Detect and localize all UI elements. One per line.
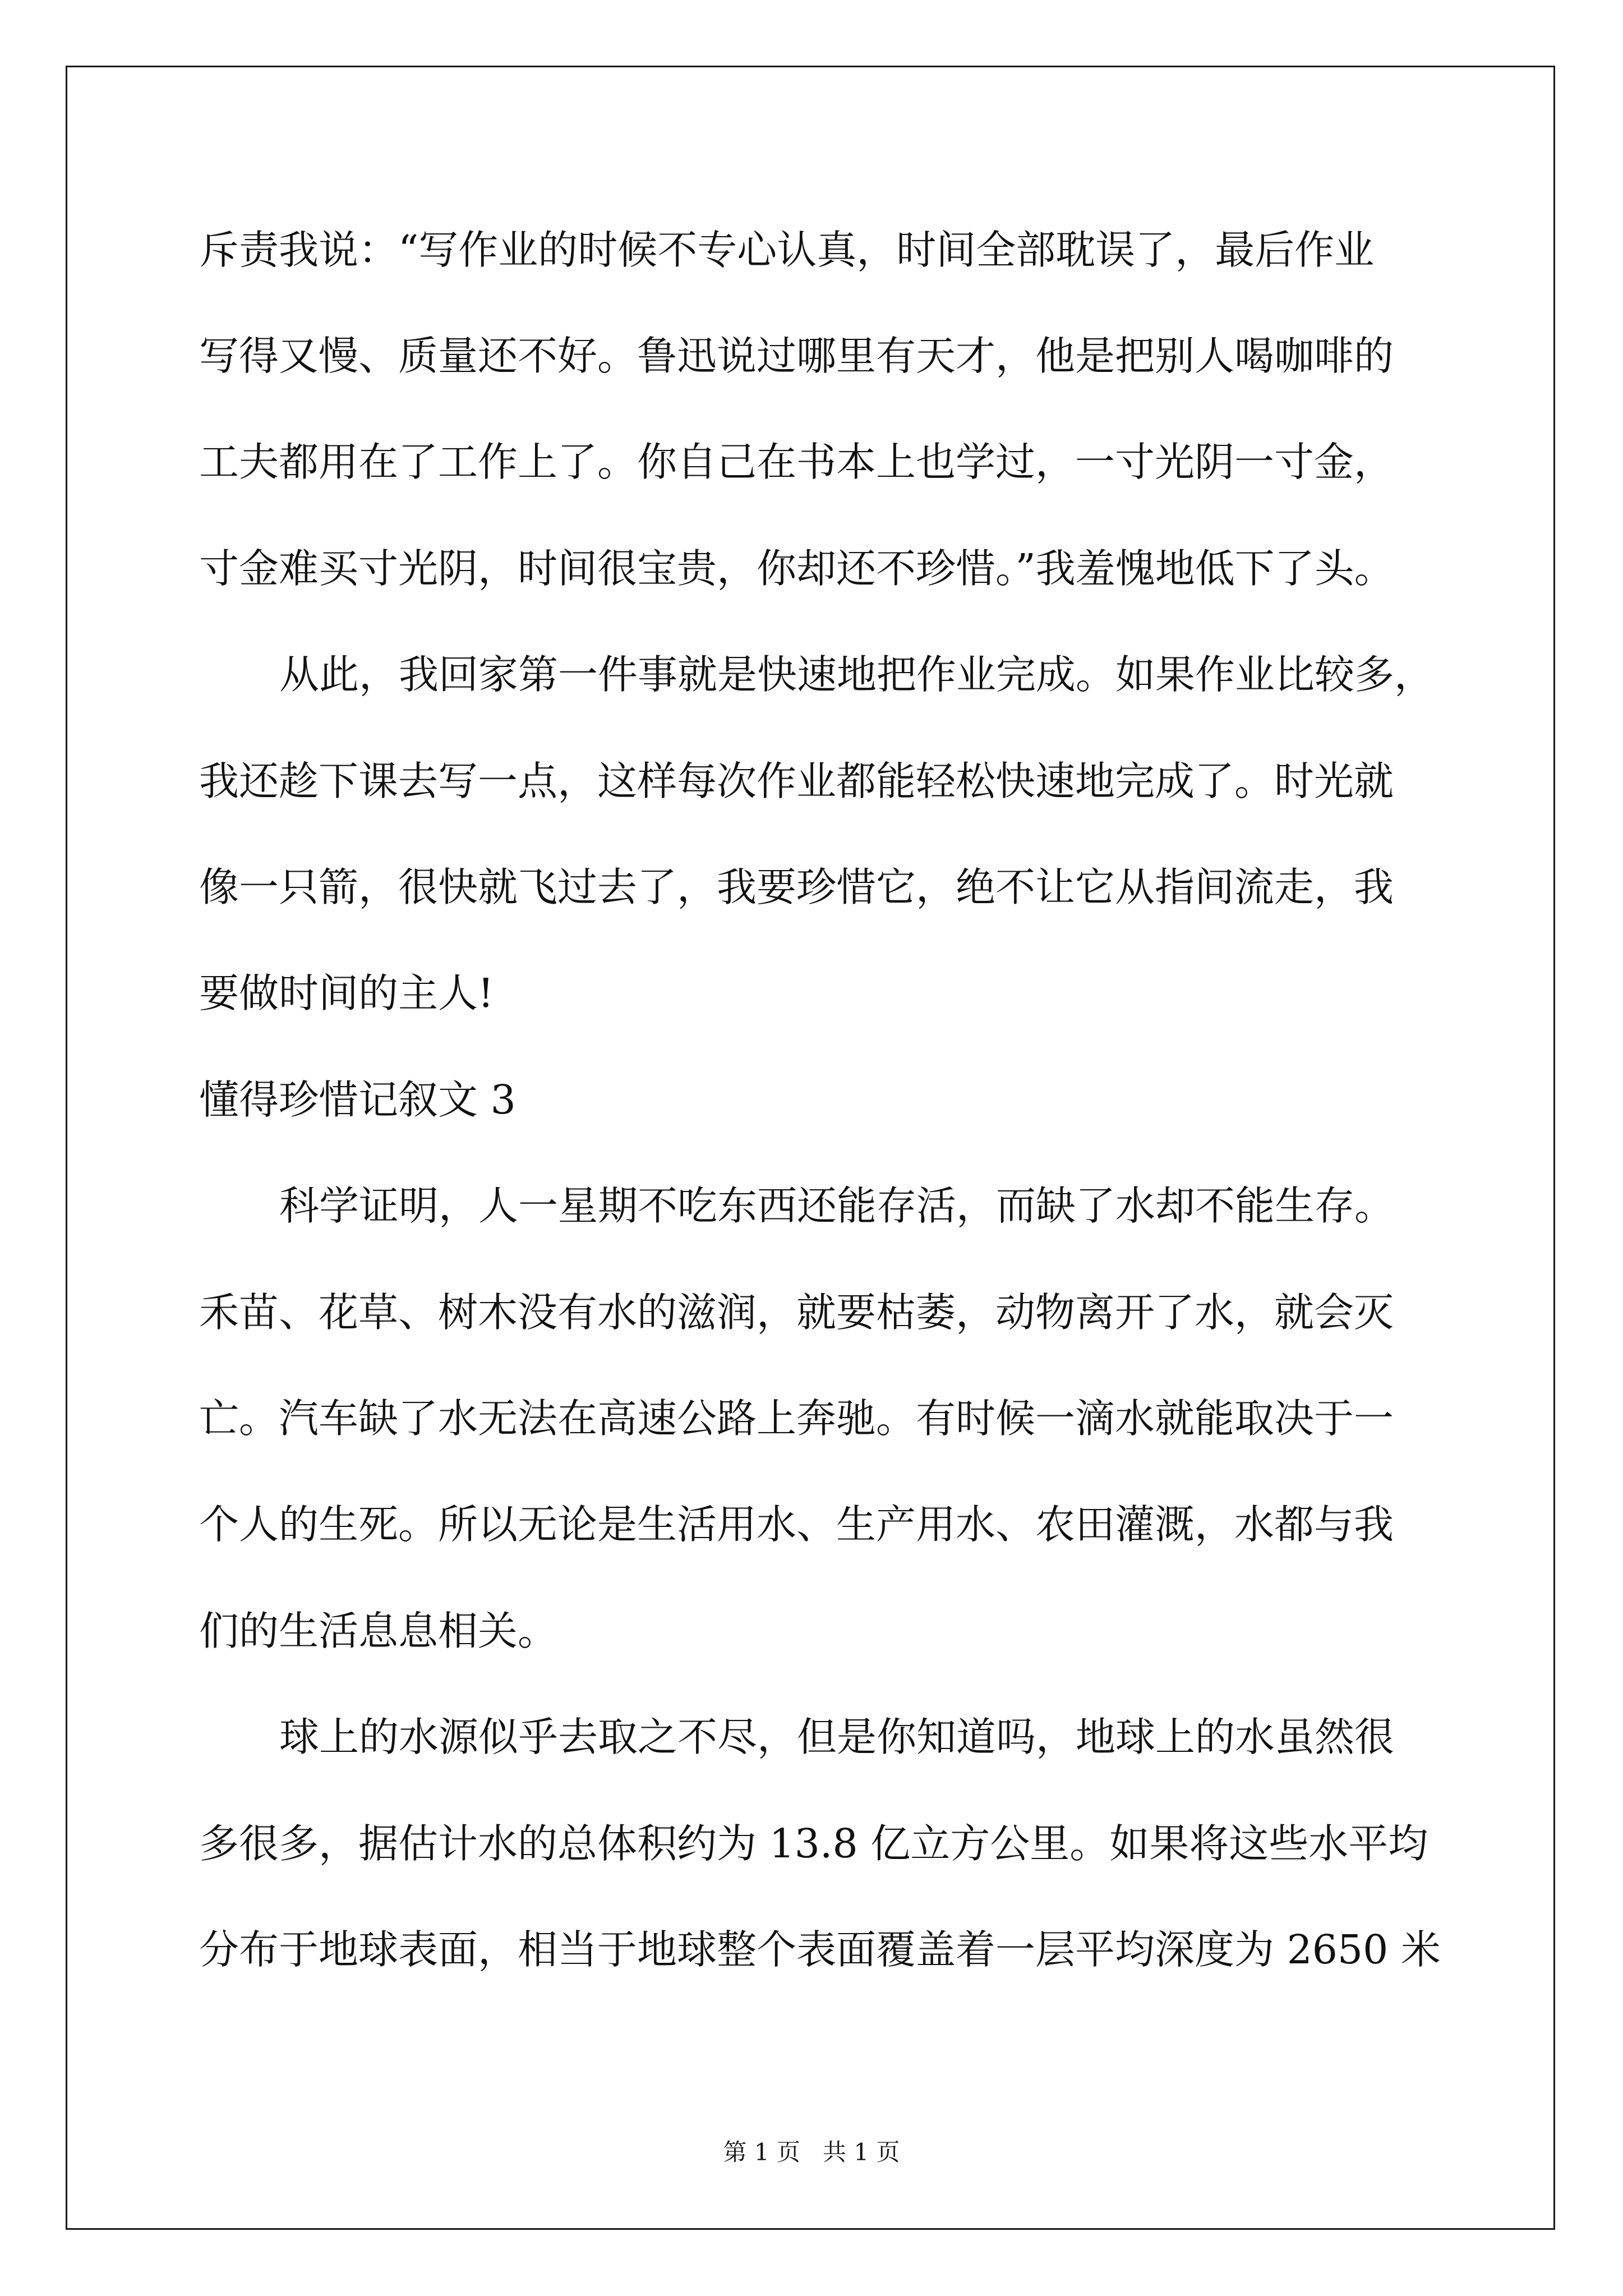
page-border bbox=[66, 66, 1555, 2230]
body-line-5: 从此，我回家第一件事就是快速地把作业完成。如果作业比较多， bbox=[279, 651, 1435, 698]
body-line-8: 要做时间的主人! bbox=[199, 970, 494, 1016]
body-line-17: 分布于地球表面，相当于地球整个表面覆盖着一层平均深度为 2650 米 bbox=[199, 1926, 1441, 1973]
body-line-2: 写得又慢、质量还不好。鲁迅说过哪里有天才，他是把别人喝咖啡的 bbox=[199, 333, 1394, 379]
body-line-10: 科学证明，人一星期不吃东西还能存活，而缺了水却不能生存。 bbox=[279, 1182, 1395, 1229]
body-line-4: 寸金难买寸光阴，时间很宝贵，你却还不珍惜。”我羞愧地低下了头。 bbox=[199, 545, 1394, 592]
body-line-16: 多很多，据估计水的总体积约为 13.8 亿立方公里。如果将这些水平均 bbox=[199, 1820, 1428, 1867]
body-line-1: 斥责我说：“写作业的时候不专心认真，时间全部耽误了，最后作业 bbox=[199, 227, 1375, 273]
body-line-14: 们的生活息息相关。 bbox=[199, 1608, 558, 1654]
body-line-12: 亡。汽车缺了水无法在高速公路上奔驰。有时候一滴水就能取决于一 bbox=[199, 1395, 1394, 1442]
page-number-footer: 第 1 页 共 1 页 bbox=[723, 2138, 900, 2166]
body-line-3: 工夫都用在了工作上了。你自己在书本上也学过，一寸光阴一寸金， bbox=[199, 439, 1394, 485]
body-line-6: 我还趁下课去写一点，这样每次作业都能轻松快速地完成了。时光就 bbox=[199, 758, 1394, 804]
body-line-11: 禾苗、花草、树木没有水的滋润，就要枯萎，动物离开了水，就会灭 bbox=[199, 1289, 1394, 1336]
body-line-7: 像一只箭，很快就飞过去了，我要珍惜它，绝不让它从指间流走，我 bbox=[199, 864, 1394, 910]
body-line-13: 个人的生死。所以无论是生活用水、生产用水、农田灌溉，水都与我 bbox=[199, 1501, 1394, 1548]
body-line-15: 球上的水源似乎去取之不尽，但是你知道吗，地球上的水虽然很 bbox=[279, 1714, 1395, 1760]
section-heading: 懂得珍惜记叙文 3 bbox=[199, 1076, 516, 1123]
